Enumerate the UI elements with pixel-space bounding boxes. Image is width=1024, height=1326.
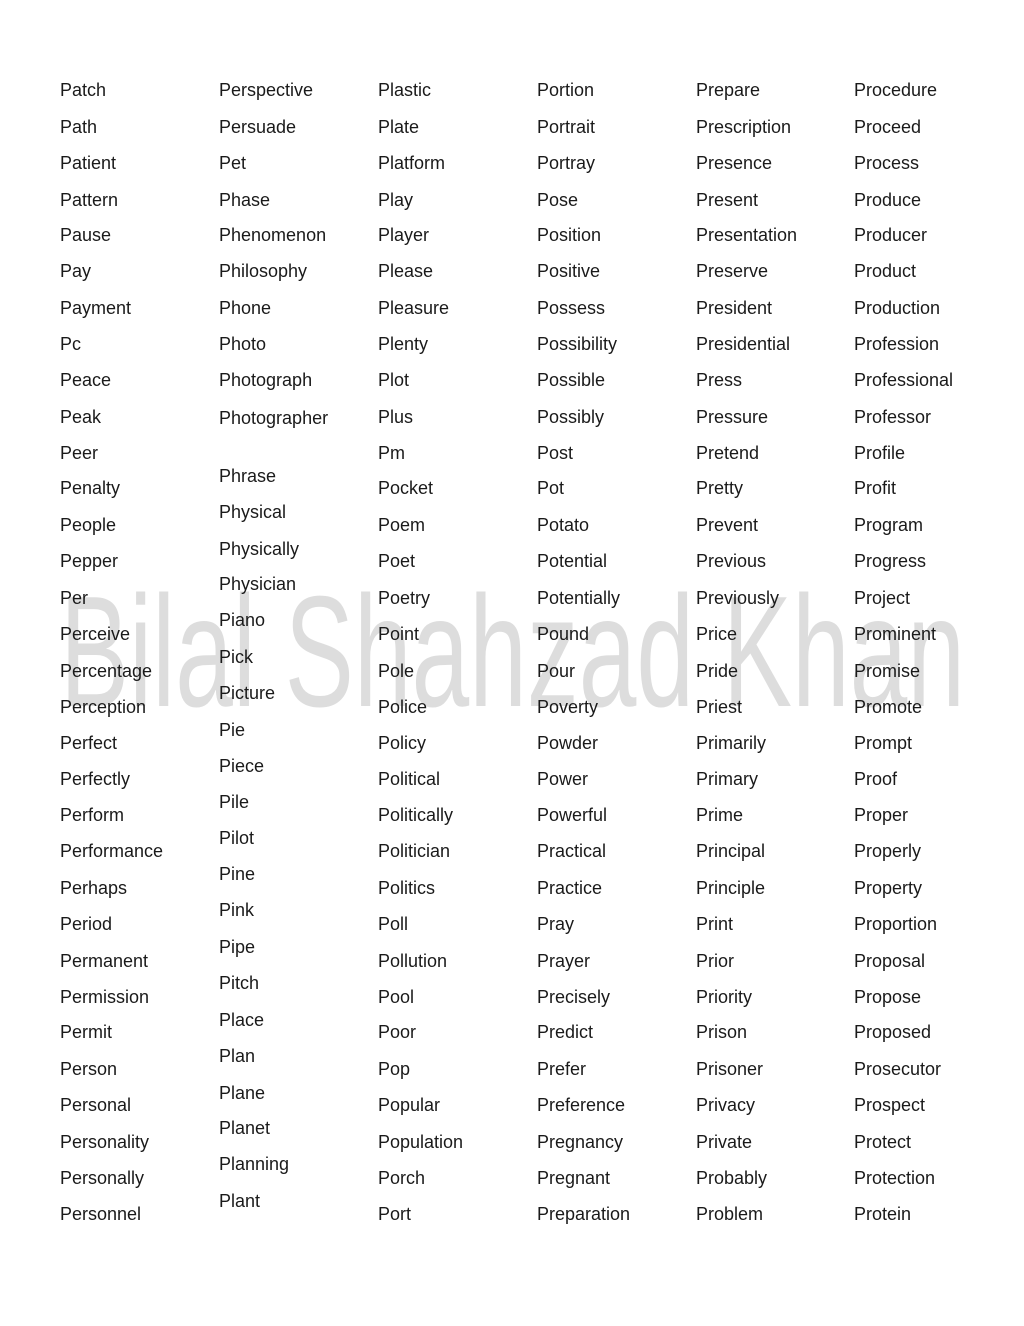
word-item: Poet xyxy=(378,551,416,571)
word-item: Preserve xyxy=(696,261,769,281)
word-item: Prepare xyxy=(696,80,761,100)
word-item: Plant xyxy=(219,1191,261,1211)
word-item: Pipe xyxy=(219,937,256,957)
word-item: Poetry xyxy=(378,588,431,608)
word-item: Present xyxy=(696,190,759,210)
word-item: Practical xyxy=(537,841,607,861)
word-item: Perhaps xyxy=(60,878,128,898)
word-item: Poverty xyxy=(537,697,599,717)
word-item: Personal xyxy=(60,1095,132,1115)
word-item: Principal xyxy=(696,841,766,861)
word-item: Possibly xyxy=(537,407,605,427)
word-item: Plastic xyxy=(378,80,432,100)
word-item: Pose xyxy=(537,190,579,210)
word-item: Principle xyxy=(696,878,766,898)
word-item: Proposal xyxy=(854,951,926,971)
word-item: Perfectly xyxy=(60,769,131,789)
word-item: Pm xyxy=(378,443,405,463)
watermark-text: Bilal Shahzad Khan xyxy=(60,564,965,738)
word-item: Piano xyxy=(219,610,266,630)
word-item: Phone xyxy=(219,298,272,318)
word-item: Per xyxy=(60,588,89,608)
word-item: Penalty xyxy=(60,478,121,498)
word-item: Probably xyxy=(696,1168,768,1188)
word-item: Positive xyxy=(537,261,601,281)
word-item: Picture xyxy=(219,683,276,703)
word-item: Prevent xyxy=(696,515,759,535)
word-item: Portrait xyxy=(537,117,596,137)
word-item: Pollution xyxy=(378,951,448,971)
word-item: Pray xyxy=(537,914,575,934)
word-item: Protein xyxy=(854,1204,912,1224)
word-item: Production xyxy=(854,298,941,318)
word-item: Philosophy xyxy=(219,261,308,281)
word-item: Pride xyxy=(696,661,739,681)
word-item: Photo xyxy=(219,334,267,354)
word-item: Popular xyxy=(378,1095,441,1115)
word-item: Project xyxy=(854,588,911,608)
word-item: Pound xyxy=(537,624,590,644)
word-item: Perform xyxy=(60,805,125,825)
word-item: Physical xyxy=(219,502,287,522)
word-item: Power xyxy=(537,769,589,789)
word-item: Print xyxy=(696,914,734,934)
word-item: Pleasure xyxy=(378,298,450,318)
word-item: Precisely xyxy=(537,987,611,1007)
word-item: Planning xyxy=(219,1154,290,1174)
word-item: Peace xyxy=(60,370,112,390)
watermark xyxy=(60,548,970,738)
word-item: Person xyxy=(60,1059,118,1079)
word-item: Property xyxy=(854,878,923,898)
word-item: Pick xyxy=(219,647,254,667)
word-item: Position xyxy=(537,225,602,245)
word-item: Prospect xyxy=(854,1095,926,1115)
word-item: Potential xyxy=(537,551,608,571)
word-item: Poor xyxy=(378,1022,417,1042)
word-item: Protection xyxy=(854,1168,936,1188)
word-item: Priest xyxy=(696,697,743,717)
word-item: Price xyxy=(696,624,738,644)
word-item: Prisoner xyxy=(696,1059,764,1079)
word-item: Pop xyxy=(378,1059,411,1079)
word-item: Policy xyxy=(378,733,427,753)
word-item: Politics xyxy=(378,878,436,898)
word-item: Pregnant xyxy=(537,1168,611,1188)
word-item: Pepper xyxy=(60,551,119,571)
word-item: Plenty xyxy=(378,334,429,354)
word-item: Patch xyxy=(60,80,107,100)
word-item: Plate xyxy=(378,117,420,137)
word-item: Pretty xyxy=(696,478,744,498)
word-item: Police xyxy=(378,697,428,717)
word-item: Patient xyxy=(60,153,117,173)
word-item: People xyxy=(60,515,117,535)
word-item: Peak xyxy=(60,407,102,427)
word-item: Pole xyxy=(378,661,415,681)
word-item: Plus xyxy=(378,407,414,427)
word-item: Procedure xyxy=(854,80,938,100)
word-item: Previously xyxy=(696,588,780,608)
word-item: Privacy xyxy=(696,1095,756,1115)
word-item: Pay xyxy=(60,261,92,281)
word-item: Professional xyxy=(854,370,954,390)
word-item: Phenomenon xyxy=(219,225,327,245)
word-item: Perceive xyxy=(60,624,131,644)
word-item: Population xyxy=(378,1132,464,1152)
word-item: Prison xyxy=(696,1022,748,1042)
word-item: Progress xyxy=(854,551,927,571)
word-item: Pocket xyxy=(378,478,434,498)
word-item: Possible xyxy=(537,370,606,390)
word-item: Permission xyxy=(60,987,150,1007)
word-item: Phase xyxy=(219,190,271,210)
word-item: Peer xyxy=(60,443,99,463)
word-item: Poll xyxy=(378,914,409,934)
word-item: Pile xyxy=(219,792,250,812)
word-item: Physician xyxy=(219,574,297,594)
word-item: Plane xyxy=(219,1083,266,1103)
word-item: Promote xyxy=(854,697,923,717)
word-item: Plan xyxy=(219,1046,256,1066)
word-item: Predict xyxy=(537,1022,594,1042)
word-item: Politician xyxy=(378,841,451,861)
word-item: Path xyxy=(60,117,98,137)
word-item: Personality xyxy=(60,1132,150,1152)
word-item: Post xyxy=(537,443,574,463)
word-item: Proportion xyxy=(854,914,938,934)
word-item: Performance xyxy=(60,841,164,861)
word-item: Proposed xyxy=(854,1022,932,1042)
word-item: Problem xyxy=(696,1204,764,1224)
word-item: Prayer xyxy=(537,951,591,971)
word-item: Pressure xyxy=(696,407,769,427)
word-item: Personnel xyxy=(60,1204,142,1224)
word-item: Professor xyxy=(854,407,932,427)
word-item: Permanent xyxy=(60,951,149,971)
word-item: Producer xyxy=(854,225,928,245)
word-item: Proper xyxy=(854,805,909,825)
word-item: Persuade xyxy=(219,117,297,137)
word-item: Profit xyxy=(854,478,897,498)
word-item: Portion xyxy=(537,80,595,100)
word-item: Pc xyxy=(60,334,82,354)
word-item: Practice xyxy=(537,878,603,898)
word-item: Political xyxy=(378,769,441,789)
word-item: Possibility xyxy=(537,334,618,354)
word-item: Press xyxy=(696,370,743,390)
word-item: Portray xyxy=(537,153,596,173)
word-item: Process xyxy=(854,153,920,173)
word-item: Preference xyxy=(537,1095,626,1115)
word-item: Pregnancy xyxy=(537,1132,624,1152)
word-item: Place xyxy=(219,1010,265,1030)
word-item: Properly xyxy=(854,841,922,861)
word-item: Product xyxy=(854,261,917,281)
word-item: Prior xyxy=(696,951,735,971)
word-item: Pretend xyxy=(696,443,760,463)
word-item: Produce xyxy=(854,190,922,210)
word-item: Pie xyxy=(219,720,246,740)
word-item: Please xyxy=(378,261,434,281)
word-item: Pot xyxy=(537,478,565,498)
word-item: Photograph xyxy=(219,370,313,390)
word-item: Photographer xyxy=(219,408,329,428)
word-item: Payment xyxy=(60,298,132,318)
word-item: Profession xyxy=(854,334,940,354)
word-item: Prime xyxy=(696,805,744,825)
word-item: Protect xyxy=(854,1132,912,1152)
word-item: Porch xyxy=(378,1168,426,1188)
word-item: Point xyxy=(378,624,420,644)
word-item: Primary xyxy=(696,769,758,789)
word-item: Private xyxy=(696,1132,753,1152)
word-item: Prominent xyxy=(854,624,937,644)
word-item: Player xyxy=(378,225,430,245)
word-item: Prosecutor xyxy=(854,1059,942,1079)
word-item: Pet xyxy=(219,153,247,173)
word-item: Prefer xyxy=(537,1059,587,1079)
word-item: Perfect xyxy=(60,733,118,753)
word-item: Pitch xyxy=(219,973,260,993)
word-item: Physically xyxy=(219,539,300,559)
word-item: Port xyxy=(378,1204,412,1224)
word-item: Preparation xyxy=(537,1204,631,1224)
word-item: Presidential xyxy=(696,334,791,354)
word-item: Prompt xyxy=(854,733,913,753)
word-item: Powder xyxy=(537,733,599,753)
word-item: Program xyxy=(854,515,924,535)
word-item: Pilot xyxy=(219,828,255,848)
word-item: Platform xyxy=(378,153,446,173)
word-item: Promise xyxy=(854,661,921,681)
word-item: Percentage xyxy=(60,661,153,681)
word-item: Proceed xyxy=(854,117,922,137)
word-item: Personally xyxy=(60,1168,145,1188)
word-item: Prescription xyxy=(696,117,792,137)
word-item: Piece xyxy=(219,756,265,776)
word-item: Plot xyxy=(378,370,410,390)
word-item: President xyxy=(696,298,773,318)
word-item: Previous xyxy=(696,551,767,571)
word-item: Possess xyxy=(537,298,606,318)
word-item: Planet xyxy=(219,1118,271,1138)
word-item: Presence xyxy=(696,153,773,173)
word-item: Poem xyxy=(378,515,426,535)
word-item: Phrase xyxy=(219,466,277,486)
word-item: Profile xyxy=(854,443,906,463)
word-item: Pattern xyxy=(60,190,119,210)
word-item: Potentially xyxy=(537,588,621,608)
word-item: Permit xyxy=(60,1022,113,1042)
word-item: Perspective xyxy=(219,80,314,100)
word-item: Period xyxy=(60,914,113,934)
word-item: Pink xyxy=(219,900,255,920)
word-item: Pine xyxy=(219,864,256,884)
word-item: Play xyxy=(378,190,414,210)
word-item: Priority xyxy=(696,987,753,1007)
word-item: Potato xyxy=(537,515,590,535)
word-item: Propose xyxy=(854,987,922,1007)
word-item: Pool xyxy=(378,987,415,1007)
word-item: Powerful xyxy=(537,805,608,825)
word-item: Pause xyxy=(60,225,112,245)
word-item: Pour xyxy=(537,661,576,681)
word-item: Primarily xyxy=(696,733,766,753)
word-item: Perception xyxy=(60,697,147,717)
word-item: Proof xyxy=(854,769,898,789)
word-item: Presentation xyxy=(696,225,798,245)
word-item: Politically xyxy=(378,805,454,825)
